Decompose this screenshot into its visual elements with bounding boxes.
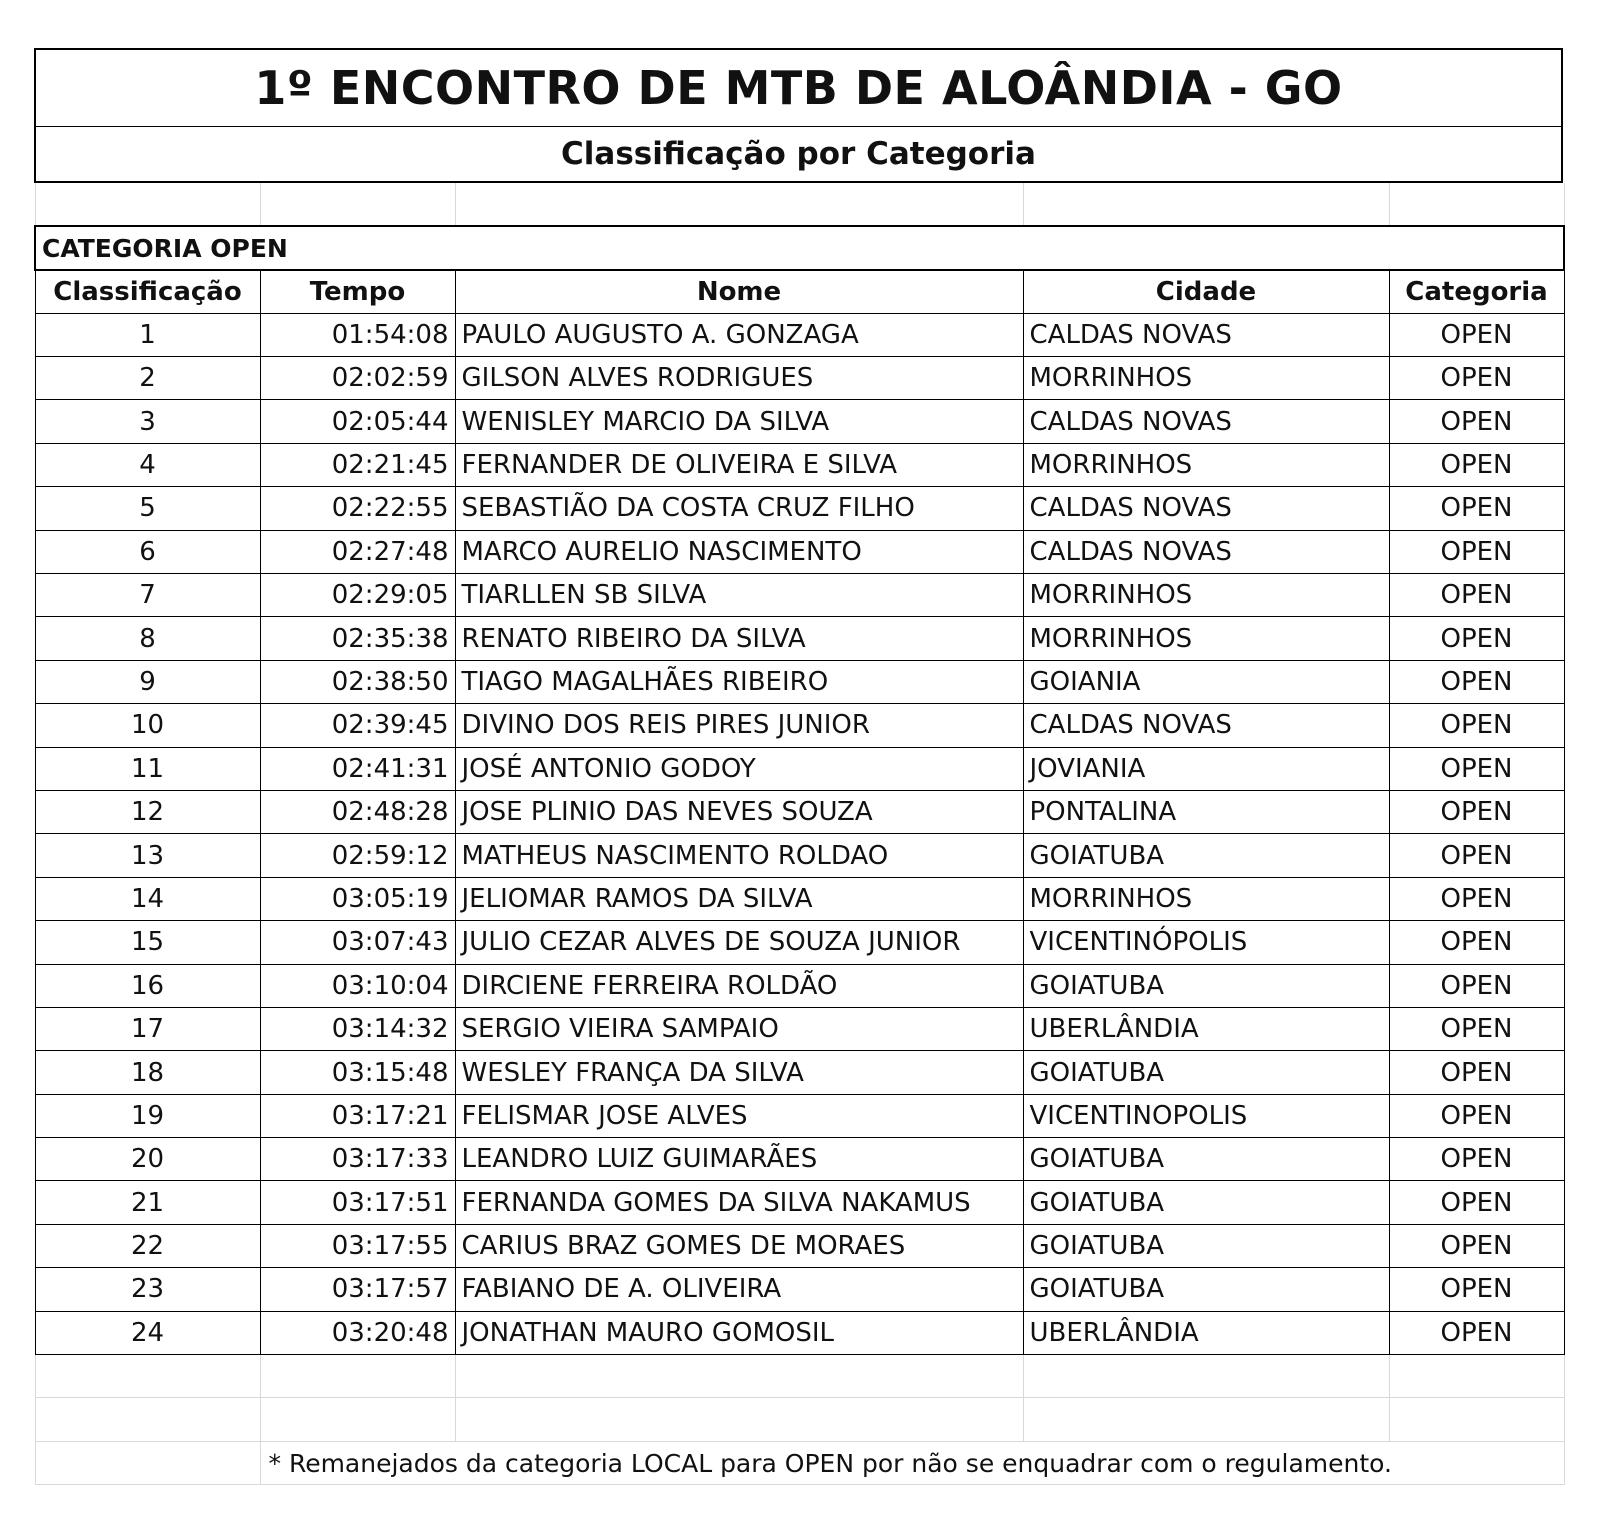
cell-categoria: OPEN (1389, 1181, 1564, 1224)
cell-categoria: OPEN (1389, 400, 1564, 443)
category-label: CATEGORIA OPEN (35, 226, 1564, 269)
blank-cell (1389, 1398, 1564, 1441)
blank-cell (260, 1398, 455, 1441)
cell-nome: FELISMAR JOSE ALVES (455, 1094, 1023, 1137)
cell-categoria: OPEN (1389, 921, 1564, 964)
blank-cell (455, 1355, 1023, 1398)
blank-cell (35, 183, 260, 226)
table-row (35, 313, 1564, 356)
cell-classificacao: 16 (35, 964, 260, 1007)
cell-nome: JOSÉ ANTONIO GODOY (455, 747, 1023, 790)
table-row (35, 1051, 1564, 1094)
table-row (35, 1224, 1564, 1267)
cell-classificacao: 14 (35, 877, 260, 920)
table-row (35, 747, 1564, 790)
category-row (35, 226, 1564, 269)
table-row (35, 487, 1564, 530)
cell-classificacao: 21 (35, 1181, 260, 1224)
table-row (35, 1007, 1564, 1050)
blank-cell (1023, 1398, 1389, 1441)
cell-cidade: GOIATUBA (1023, 1051, 1389, 1094)
cell-categoria: OPEN (1389, 877, 1564, 920)
cell-cidade: UBERLÂNDIA (1023, 1007, 1389, 1050)
blank-cell (455, 183, 1023, 226)
cell-classificacao: 15 (35, 921, 260, 964)
cell-cidade: GOIATUBA (1023, 964, 1389, 1007)
table-row (35, 617, 1564, 660)
header-nome: Nome (455, 270, 1023, 313)
table-row (35, 921, 1564, 964)
table-row (35, 877, 1564, 920)
header-categoria: Categoria (1389, 270, 1564, 313)
cell-nome: LEANDRO LUIZ GUIMARÃES (455, 1138, 1023, 1181)
cell-classificacao: 1 (35, 313, 260, 356)
cell-cidade: JOVIANIA (1023, 747, 1389, 790)
cell-classificacao: 6 (35, 530, 260, 573)
cell-classificacao: 8 (35, 617, 260, 660)
blank-row (35, 183, 1564, 226)
cell-classificacao: 22 (35, 1224, 260, 1267)
blank-cell (35, 1441, 260, 1484)
cell-classificacao: 19 (35, 1094, 260, 1137)
table-row (35, 660, 1564, 703)
cell-classificacao: 7 (35, 574, 260, 617)
cell-categoria: OPEN (1389, 357, 1564, 400)
cell-nome: PAULO AUGUSTO A. GONZAGA (455, 313, 1023, 356)
cell-tempo: 02:29:05 (260, 574, 455, 617)
cell-nome: FERNANDA GOMES DA SILVA NAKAMUS (455, 1181, 1023, 1224)
cell-cidade: CALDAS NOVAS (1023, 313, 1389, 356)
cell-cidade: VICENTINOPOLIS (1023, 1094, 1389, 1137)
cell-cidade: VICENTINÓPOLIS (1023, 921, 1389, 964)
table-row (35, 834, 1564, 877)
table-row (35, 574, 1564, 617)
cell-cidade: MORRINHOS (1023, 443, 1389, 486)
page-subtitle: Classificação por Categoria (34, 127, 1563, 183)
cell-categoria: OPEN (1389, 617, 1564, 660)
cell-classificacao: 11 (35, 747, 260, 790)
cell-categoria: OPEN (1389, 1224, 1564, 1267)
cell-tempo: 03:17:55 (260, 1224, 455, 1267)
cell-classificacao: 23 (35, 1268, 260, 1311)
results-sheet (34, 48, 1563, 1515)
cell-categoria: OPEN (1389, 530, 1564, 573)
cell-categoria: OPEN (1389, 313, 1564, 356)
blank-cell (455, 1398, 1023, 1441)
cell-categoria: OPEN (1389, 1007, 1564, 1050)
footnote-row (35, 1441, 1564, 1484)
table-row (35, 443, 1564, 486)
cell-categoria: OPEN (1389, 747, 1564, 790)
cell-nome: WESLEY FRANÇA DA SILVA (455, 1051, 1023, 1094)
blank-cell (1389, 183, 1564, 226)
cell-classificacao: 10 (35, 704, 260, 747)
blank-row (35, 1398, 1564, 1441)
cell-nome: DIRCIENE FERREIRA ROLDÃO (455, 964, 1023, 1007)
cell-cidade: MORRINHOS (1023, 357, 1389, 400)
cell-cidade: MORRINHOS (1023, 877, 1389, 920)
cell-tempo: 02:41:31 (260, 747, 455, 790)
cell-nome: JOSE PLINIO DAS NEVES SOUZA (455, 790, 1023, 833)
cell-tempo: 02:02:59 (260, 357, 455, 400)
cell-classificacao: 4 (35, 443, 260, 486)
cell-tempo: 03:05:19 (260, 877, 455, 920)
cell-cidade: UBERLÂNDIA (1023, 1311, 1389, 1354)
cell-tempo: 03:14:32 (260, 1007, 455, 1050)
cell-tempo: 03:17:57 (260, 1268, 455, 1311)
blank-cell (1023, 183, 1389, 226)
cell-categoria: OPEN (1389, 834, 1564, 877)
cell-cidade: CALDAS NOVAS (1023, 400, 1389, 443)
cell-nome: SEBASTIÃO DA COSTA CRUZ FILHO (455, 487, 1023, 530)
header-row (35, 270, 1564, 313)
cell-categoria: OPEN (1389, 1268, 1564, 1311)
table-row (35, 790, 1564, 833)
cell-nome: GILSON ALVES RODRIGUES (455, 357, 1023, 400)
cell-cidade: PONTALINA (1023, 790, 1389, 833)
cell-nome: TIARLLEN SB SILVA (455, 574, 1023, 617)
cell-categoria: OPEN (1389, 487, 1564, 530)
cell-tempo: 02:05:44 (260, 400, 455, 443)
cell-nome: DIVINO DOS REIS PIRES JUNIOR (455, 704, 1023, 747)
cell-tempo: 03:15:48 (260, 1051, 455, 1094)
table-row (35, 964, 1564, 1007)
cell-nome: SERGIO VIEIRA SAMPAIO (455, 1007, 1023, 1050)
cell-tempo: 03:17:33 (260, 1138, 455, 1181)
cell-categoria: OPEN (1389, 704, 1564, 747)
table-row (35, 1094, 1564, 1137)
cell-tempo: 03:17:21 (260, 1094, 455, 1137)
cell-categoria: OPEN (1389, 1138, 1564, 1181)
cell-tempo: 01:54:08 (260, 313, 455, 356)
cell-classificacao: 24 (35, 1311, 260, 1354)
cell-categoria: OPEN (1389, 660, 1564, 703)
cell-categoria: OPEN (1389, 790, 1564, 833)
table-row (35, 400, 1564, 443)
cell-cidade: CALDAS NOVAS (1023, 704, 1389, 747)
cell-classificacao: 13 (35, 834, 260, 877)
table-row (35, 357, 1564, 400)
cell-nome: JULIO CEZAR ALVES DE SOUZA JUNIOR (455, 921, 1023, 964)
cell-nome: JELIOMAR RAMOS DA SILVA (455, 877, 1023, 920)
blank-cell (1023, 1355, 1389, 1398)
cell-tempo: 03:17:51 (260, 1181, 455, 1224)
cell-classificacao: 2 (35, 357, 260, 400)
blank-cell (35, 1355, 260, 1398)
cell-tempo: 03:10:04 (260, 964, 455, 1007)
cell-nome: CARIUS BRAZ GOMES DE MORAES (455, 1224, 1023, 1267)
cell-classificacao: 3 (35, 400, 260, 443)
cell-nome: MARCO AURELIO NASCIMENTO (455, 530, 1023, 573)
cell-cidade: GOIANIA (1023, 660, 1389, 703)
cell-classificacao: 9 (35, 660, 260, 703)
cell-categoria: OPEN (1389, 574, 1564, 617)
cell-cidade: GOIATUBA (1023, 1268, 1389, 1311)
results-table (34, 183, 1565, 1485)
cell-tempo: 02:22:55 (260, 487, 455, 530)
page-title: 1º ENCONTRO DE MTB DE ALOÂNDIA - GO (34, 48, 1563, 127)
cell-tempo: 02:48:28 (260, 790, 455, 833)
cell-categoria: OPEN (1389, 964, 1564, 1007)
cell-cidade: MORRINHOS (1023, 617, 1389, 660)
cell-categoria: OPEN (1389, 1094, 1564, 1137)
cell-classificacao: 18 (35, 1051, 260, 1094)
header-classificacao: Classificação (35, 270, 260, 313)
footnote: * Remanejados da categoria LOCAL para OPEN por não se enquadrar com o regulamento. (260, 1441, 1564, 1484)
cell-nome: MATHEUS NASCIMENTO ROLDAO (455, 834, 1023, 877)
cell-categoria: OPEN (1389, 1311, 1564, 1354)
cell-classificacao: 12 (35, 790, 260, 833)
table-row (35, 1181, 1564, 1224)
table-row (35, 1138, 1564, 1181)
cell-cidade: MORRINHOS (1023, 574, 1389, 617)
cell-classificacao: 17 (35, 1007, 260, 1050)
cell-cidade: GOIATUBA (1023, 834, 1389, 877)
table-row (35, 530, 1564, 573)
cell-cidade: GOIATUBA (1023, 1224, 1389, 1267)
cell-nome: FABIANO DE A. OLIVEIRA (455, 1268, 1023, 1311)
cell-categoria: OPEN (1389, 443, 1564, 486)
header-cidade: Cidade (1023, 270, 1389, 313)
cell-tempo: 02:39:45 (260, 704, 455, 747)
cell-categoria: OPEN (1389, 1051, 1564, 1094)
table-row (35, 1311, 1564, 1354)
cell-tempo: 03:20:48 (260, 1311, 455, 1354)
cell-cidade: GOIATUBA (1023, 1138, 1389, 1181)
blank-cell (1389, 1355, 1564, 1398)
cell-classificacao: 5 (35, 487, 260, 530)
header-tempo: Tempo (260, 270, 455, 313)
table-row (35, 1268, 1564, 1311)
blank-cell (35, 1398, 260, 1441)
cell-classificacao: 20 (35, 1138, 260, 1181)
cell-nome: RENATO RIBEIRO DA SILVA (455, 617, 1023, 660)
cell-tempo: 02:59:12 (260, 834, 455, 877)
blank-row (35, 1355, 1564, 1398)
blank-cell (260, 1355, 455, 1398)
cell-tempo: 03:07:43 (260, 921, 455, 964)
cell-nome: FERNANDER DE OLIVEIRA E SILVA (455, 443, 1023, 486)
cell-cidade: CALDAS NOVAS (1023, 487, 1389, 530)
cell-tempo: 02:27:48 (260, 530, 455, 573)
cell-tempo: 02:21:45 (260, 443, 455, 486)
cell-cidade: GOIATUBA (1023, 1181, 1389, 1224)
table-row (35, 704, 1564, 747)
cell-tempo: 02:38:50 (260, 660, 455, 703)
cell-tempo: 02:35:38 (260, 617, 455, 660)
cell-cidade: CALDAS NOVAS (1023, 530, 1389, 573)
cell-nome: JONATHAN MAURO GOMOSIL (455, 1311, 1023, 1354)
blank-cell (260, 183, 455, 226)
cell-nome: WENISLEY MARCIO DA SILVA (455, 400, 1023, 443)
cell-nome: TIAGO MAGALHÃES RIBEIRO (455, 660, 1023, 703)
